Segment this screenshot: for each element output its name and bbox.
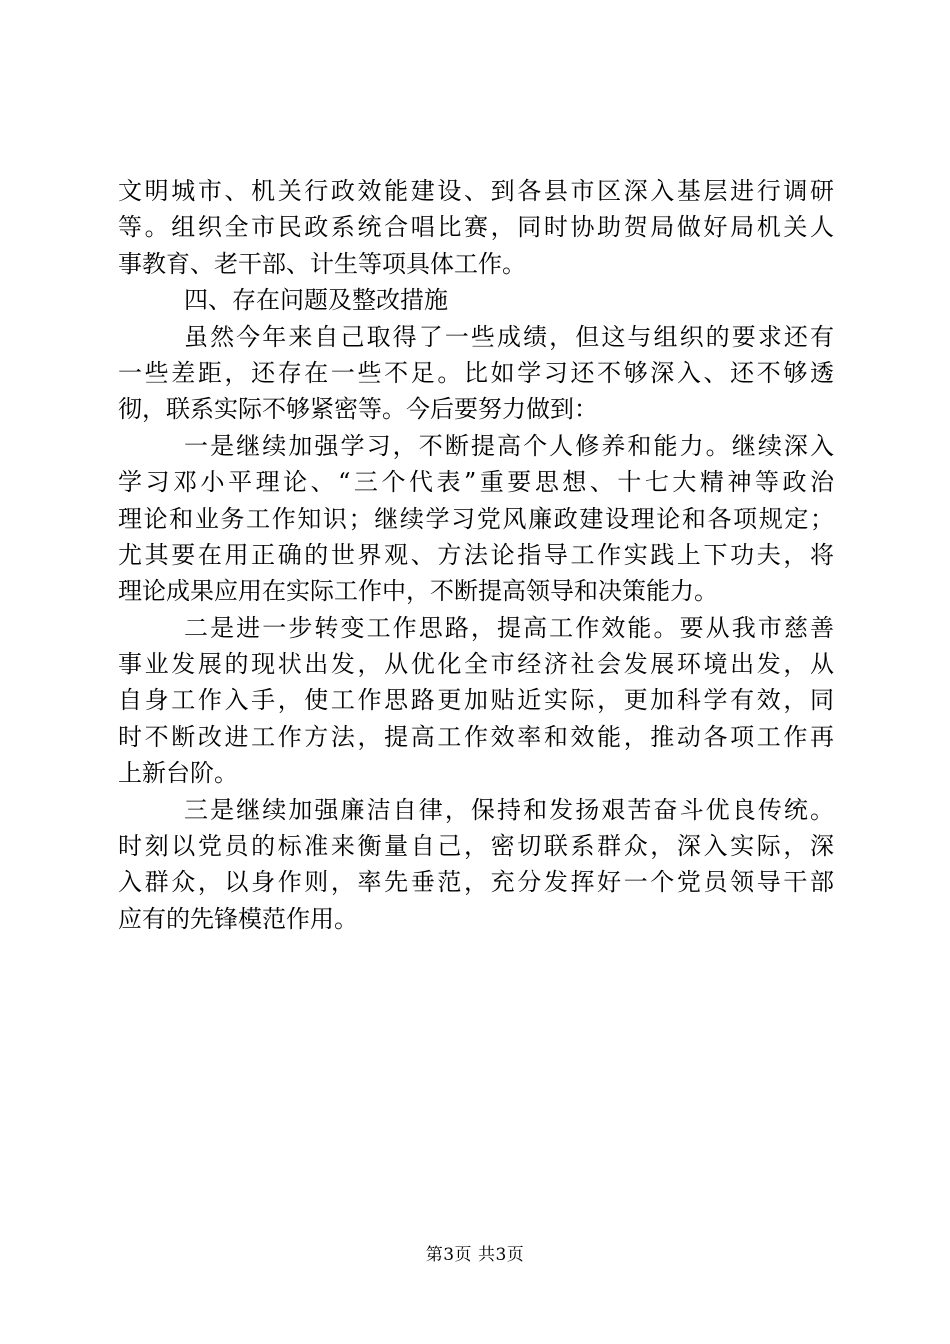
text-line: 时刻以党员的标准来衡量自己，密切联系群众，深入实际，深	[118, 832, 834, 861]
text-line: 事教育、老干部、计生等项具体工作。	[118, 249, 526, 278]
document-body	[118, 173, 834, 937]
text-line: 尤其要在用正确的世界观、方法论指导工作实践上下功夫，将	[118, 540, 834, 569]
text-line: 入群众，以身作则，率先垂范，充分发挥好一个党员领导干部	[118, 868, 834, 897]
text-line: 理论成果应用在实际工作中，不断提高领导和决策能力。	[118, 577, 718, 606]
text-line: 二是进一步转变工作思路，提高工作效能。要从我市慈善	[184, 613, 834, 642]
text-line: 虽然今年来自己取得了一些成绩，但这与组织的要求还有	[184, 322, 834, 351]
text-line: 自身工作入手，使工作思路更加贴近实际，更加科学有效，同	[118, 686, 834, 715]
section-heading: 四、存在问题及整改措施	[184, 286, 448, 315]
text-line: 三是继续加强廉洁自律，保持和发扬艰苦奋斗优良传统。	[184, 795, 834, 824]
text-line: 等。组织全市民政系统合唱比赛，同时协助贺局做好局机关人	[118, 213, 834, 242]
text-line: 上新台阶。	[118, 759, 238, 788]
text-line: 时不断改进工作方法，提高工作效率和效能，推动各项工作再	[118, 722, 834, 751]
text-line: 理论和业务工作知识；继续学习党风廉政建设理论和各项规定；	[118, 504, 834, 533]
text-line: 彻，联系实际不够紧密等。今后要努力做到：	[118, 395, 598, 424]
text-line: 应有的先锋模范作用。	[118, 904, 358, 933]
text-line: 学习邓小平理论、“三个代表”重要思想、十七大精神等政治	[118, 468, 834, 497]
page-footer: 第3页 共3页	[425, 1245, 525, 1265]
text-line: 一些差距，还存在一些不足。比如学习还不够深入、还不够透	[118, 358, 834, 387]
text-line: 文明城市、机关行政效能建设、到各县市区深入基层进行调研	[118, 177, 834, 205]
text-line: 事业发展的现状出发，从优化全市经济社会发展环境出发，从	[118, 650, 834, 679]
text-line: 一是继续加强学习，不断提高个人修养和能力。继续深入	[184, 431, 834, 460]
